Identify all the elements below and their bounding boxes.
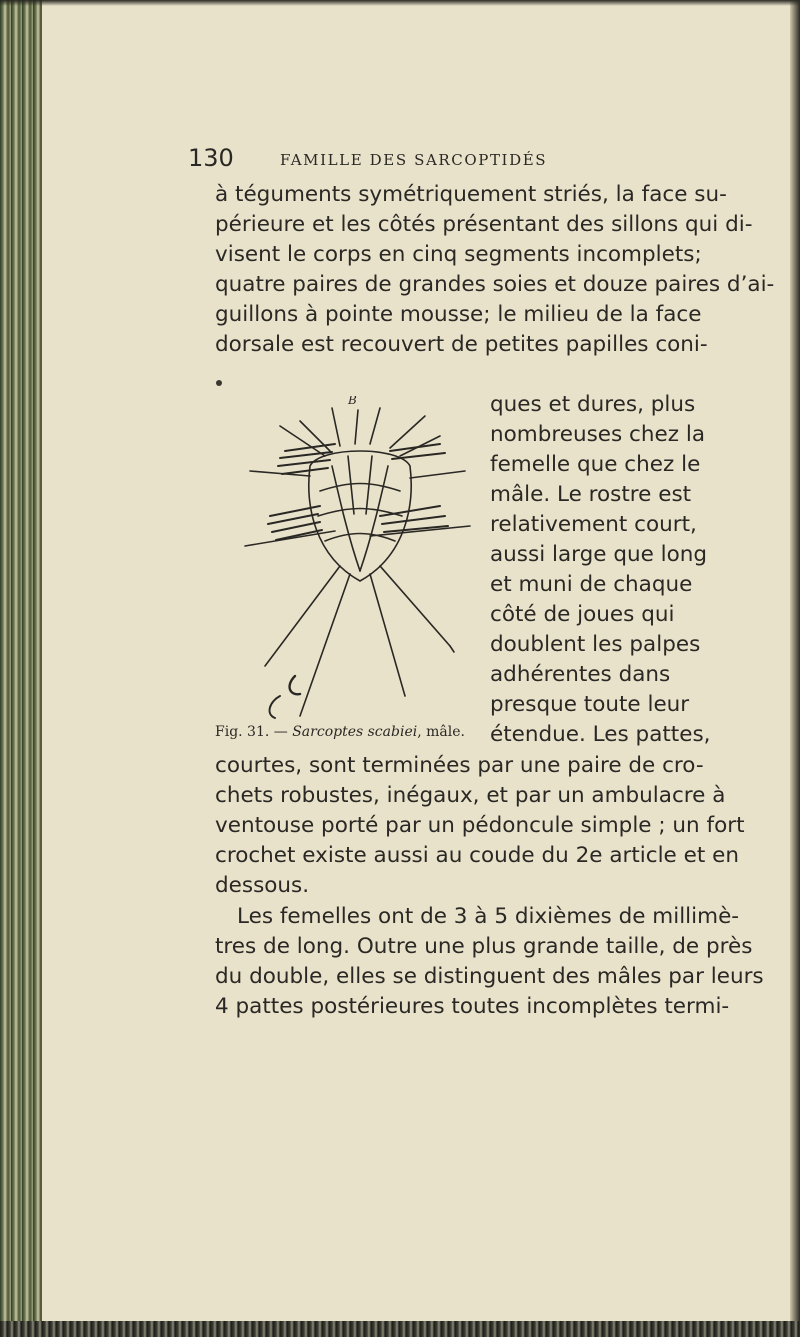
text-line: et muni de chaque xyxy=(490,572,693,597)
text-line: dessous. xyxy=(215,873,310,898)
page-top-shadow xyxy=(0,0,800,6)
caption-species: Sarcoptes scabiei xyxy=(292,724,418,740)
text-line: femelle que chez le xyxy=(490,452,701,477)
page-bottom-edge xyxy=(0,1321,800,1337)
text-line: ques et dures, plus xyxy=(490,392,696,417)
text-line: étendue. Les pattes, xyxy=(490,722,711,747)
text-line: du double, elles se distinguent des mâles par leurs xyxy=(215,964,764,989)
text-line: dorsale est recouvert de petites papilles coni- xyxy=(215,332,708,357)
text-line: nombreuses chez la xyxy=(490,422,705,447)
page-edge xyxy=(790,0,800,1337)
caption-line-continuation xyxy=(490,720,775,750)
text-line: chets robustes, inégaux, et par un ambulacre à xyxy=(215,783,726,808)
text-line: quatre paires de grandes soies et douze paires d’ai- xyxy=(215,272,775,297)
text-line: guillons à pointe mousse; le milieu de la face xyxy=(215,302,702,327)
book-binding xyxy=(0,0,42,1337)
text-line: mâle. Le rostre est xyxy=(490,482,692,507)
figure-label: B xyxy=(348,396,357,407)
text-line: côté de joues qui xyxy=(490,602,675,627)
ink-dot xyxy=(216,380,222,386)
page-header xyxy=(188,144,748,184)
text-line: courtes, sont terminées par une paire de cro- xyxy=(215,753,704,778)
paragraph-2 xyxy=(215,902,775,1022)
text-line: relativement court, xyxy=(490,512,697,537)
figure-sarcoptes-scabiei xyxy=(240,396,480,721)
text-line: périeure et les côtés présentant des sillons qui di- xyxy=(215,212,753,237)
text-line: presque toute leur xyxy=(490,692,690,717)
text-line: adhérentes dans xyxy=(490,662,671,687)
mite-illustration xyxy=(240,396,480,721)
paragraph-1-top xyxy=(215,180,775,360)
text-line: tres de long. Outre une plus grande taille, de près xyxy=(215,934,753,959)
figure-caption xyxy=(215,724,465,740)
text-line: aussi large que long xyxy=(490,542,708,567)
text-line: visent le corps en cinq segments incomplets; xyxy=(215,242,702,267)
text-line: ventouse porté par un pédoncule simple ; un fort xyxy=(215,813,745,838)
page-number: 130 xyxy=(188,144,234,172)
running-head: FAMILLE DES SARCOPTIDÉS xyxy=(280,151,548,169)
text-line: doublent les palpes xyxy=(490,632,701,657)
paragraph-1-bottom xyxy=(215,751,775,901)
caption-suffix: , mâle. xyxy=(417,724,465,740)
caption-prefix: Fig. 31. — xyxy=(215,724,293,740)
text-line: crochet existe aussi au coude du 2e article et en xyxy=(215,843,739,868)
text-line: Les femelles ont de 3 à 5 dixièmes de millimè- xyxy=(237,904,740,929)
text-line: 4 pattes postérieures toutes incomplètes termi- xyxy=(215,994,730,1019)
text-line: à téguments symétriquement striés, la face su- xyxy=(215,182,727,207)
